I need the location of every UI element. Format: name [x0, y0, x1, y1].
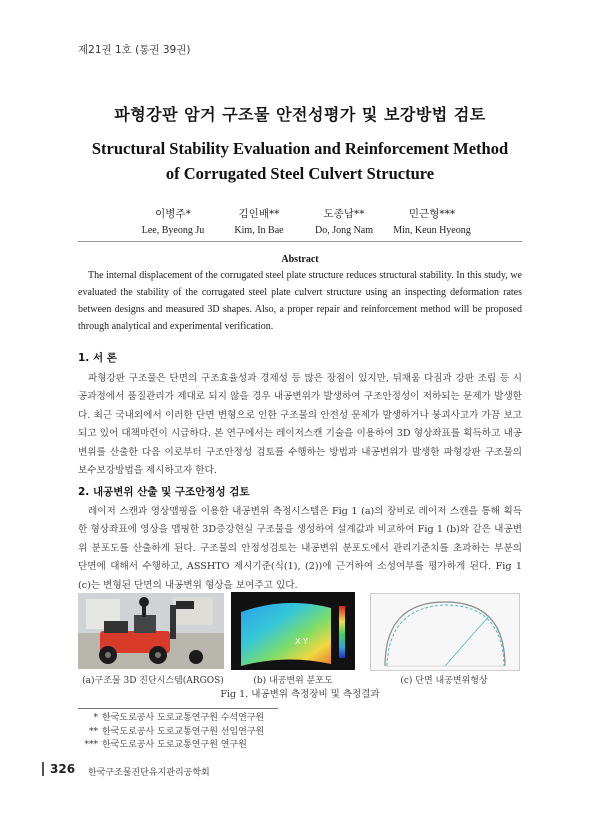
heatmap-axis-label: X Y: [295, 637, 308, 646]
author-divider: [78, 241, 522, 242]
author-english-name: Lee, Byeong Ju: [141, 225, 205, 236]
footnote-text: 한국도로공사 도로교통연구원 수석연구원: [102, 713, 265, 723]
page-number: 326: [50, 762, 76, 776]
english-title-line-2: of Corrugated Steel Culvert Structure: [165, 164, 435, 183]
section-2-body: 레이저 스캔과 영상맵핑을 이용한 내공변위 측정시스템은 Fig 1 (a)의 장비로 레이저 스캔을 통해 획득한 형상좌표에 영상을 맵핑한 3D증강현실 구조물을 생성하여 설계값과 비교하여 Fig 1 (b)와 같은 내공변위 분포도를 산출하게 된다. 구조물의 안정성검토는 내공변위 분포도에서 관리기준치를 초과하는 부분의 단면에 대해서 수행하고, ASSHTO 제시기준(식(1), (2))에 근거하여 소성여부를 평가하게 된다. Fig 1 (c)는 변형된 단면의 내공변위 형상을 보여주고 있다.: [78, 506, 522, 591]
figure-b-caption: (b) 내공변위 분포도: [253, 676, 333, 686]
footnote-mark: *: [93, 713, 98, 723]
footer-bar: [42, 762, 44, 776]
english-title-line-1: Structural Stability Evaluation and Reinforcement Method: [91, 139, 509, 158]
korean-title: 파형강판 암거 구조물 안전성평가 및 보강방법 검토: [114, 105, 486, 124]
figure-a-caption: (a)구조물 3D 진단시스템(ARGOS): [82, 676, 224, 686]
author-korean-name: 김인배**: [238, 208, 280, 220]
footnote-1: [84, 712, 264, 726]
footnote-2: [84, 726, 264, 740]
footnote-mark: ***: [84, 740, 98, 750]
author-korean-name: 민근형***: [408, 208, 456, 220]
author-english-name: Min, Keun Hyeong: [393, 225, 471, 236]
figure-title: Fig 1. 내공변위 측정장비 및 측정결과: [220, 689, 380, 700]
author-english-name: Do, Jong Nam: [314, 225, 374, 236]
figure-a-argos-vehicle-photo: [78, 593, 224, 669]
figure-c-section-displacement-shape: [370, 593, 520, 671]
section-shape-illustration: [371, 594, 519, 670]
section-1-heading: 1. 서 론: [78, 352, 117, 364]
footnotes: [84, 712, 264, 753]
abstract-heading: Abstract: [281, 254, 319, 265]
section-2-heading: 2. 내공변위 산출 및 구조안정성 검토: [78, 486, 250, 498]
displacement-heatmap-illustration: [231, 592, 355, 670]
journal-name: 한국구조물진단유지관리공학회: [88, 768, 210, 778]
footnote-divider: [78, 708, 278, 709]
author-korean-name: 이병주*: [155, 208, 191, 220]
argos-vehicle-illustration: [78, 593, 224, 669]
author-4: [377, 206, 487, 236]
author-korean-name: 도종남**: [323, 208, 365, 220]
journal-volume-header: 제21권 1호 (통권 39권): [78, 44, 191, 56]
section-1-body: 파형강판 구조물은 단면의 구조효율성과 경제성 등 많은 장점이 있지만, 뒤채움 다짐과 강판 조립 등 시공과정에서 품질관리가 제대로 되지 않을 경우 내공변위가 발생하여 구조안정성이 저하되는 문제가 발생한다. 최근 국내외에서 이러한 단면 변형으로 인한 구조물의 안전성 문제가 발생하거나 붕괴사고가 가끔 보고되고 있어 대책마련이 시급하다. 본 연구에서는 레이저스캔 기술을 이용하여 3D 형상좌표를 획득하고 내공변위를 산출한 다음 이로부터 구조안정성 검토를 수행하는 방법과 내공변위가 발생한 파형강판 구조물의 보수보강방법을 제시하고자 한다.: [78, 373, 522, 477]
english-title: [0, 136, 600, 186]
footnote-3: [84, 739, 264, 753]
figure-c-caption: (c) 단면 내공변위형상: [400, 676, 488, 686]
footnote-text: 한국도로공사 도로교통연구원 연구원: [102, 740, 247, 750]
footnote-mark: **: [89, 726, 98, 737]
author-english-name: Kim, In Bae: [234, 225, 284, 236]
abstract-text: The internal displacement of the corrugated steel plate structure reduces structural stability. In this study, we evaluated the stability of the corrugated steel plate culvert structure using an inspecting deformation rates between designs and measured 3D shapes. Also, a proper repair and reinforcement method will be proposed through analytical and experimental verification.: [78, 270, 522, 332]
footnote-text: 한국도로공사 도로교통연구원 선임연구원: [102, 726, 265, 737]
figure-b-displacement-distribution-map: [231, 592, 355, 670]
